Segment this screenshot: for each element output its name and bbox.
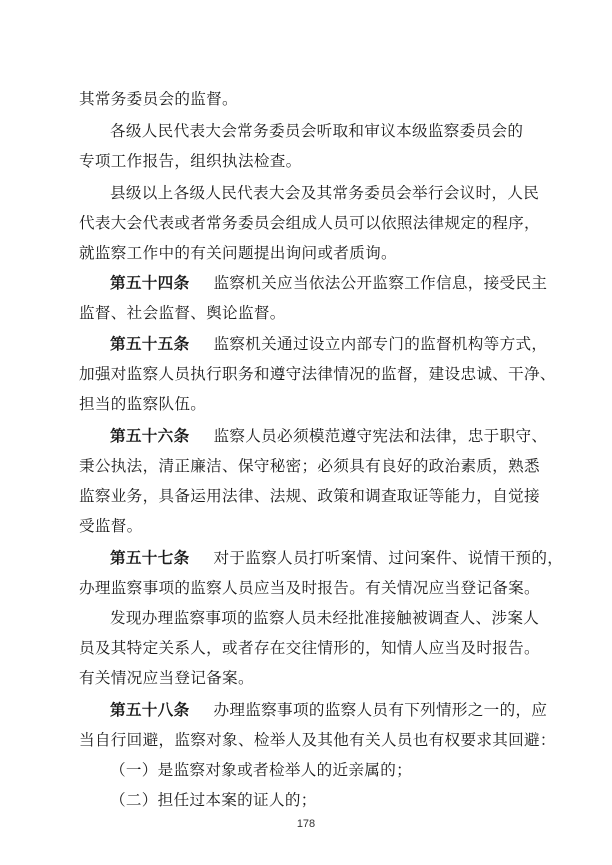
text-line: 办理监察事项的监察人员应当及时报告。有关情况应当登记备案。 [79, 579, 540, 597]
text-line: 监察机关应当依法公开监察工作信息，接受民主 [213, 274, 548, 292]
text-line: 各级人民代表大会常务委员会听取和审议本级监察委员会的 [110, 122, 524, 140]
text-line: 员及其特定关系人，或者存在交往情形的，知情人应当及时报告。 [79, 639, 540, 657]
list-item: （一）是监察对象或者检举人的近亲属的； [110, 761, 412, 779]
text-line: 其常务委员会的监督。 [79, 90, 238, 108]
article-paragraph [110, 334, 547, 354]
text-line: 发现办理监察事项的监察人员未经批准接触被调查人、涉案人 [110, 609, 540, 627]
article-paragraph [110, 548, 563, 568]
text-line: 专项工作报告，组织执法检查。 [79, 152, 302, 170]
text-line: 县级以上各级人民代表大会及其常务委员会举行会议时，人民 [110, 184, 540, 202]
text-line: 受监督。 [79, 517, 143, 535]
text-line: 监察人员必须模范遵守宪法和法律，忠于职守、 [213, 427, 548, 445]
text-line: 秉公执法，清正廉洁、保守秘密；必须具有良好的政治素质，熟悉 [79, 457, 540, 475]
article-paragraph [110, 426, 547, 446]
text-line: 当自行回避，监察对象、检举人及其他有关人员也有权要求其回避： [79, 731, 556, 749]
article-heading: 第五十四条 [110, 273, 190, 292]
text-line: 有关情况应当登记备案。 [79, 669, 254, 687]
text-line: 监督、社会监督、舆论监督。 [79, 304, 286, 322]
text-line: 担当的监察队伍。 [79, 395, 207, 413]
text-line: 监察机关通过设立内部专门的监督机构等方式， [213, 335, 548, 353]
text-line: 办理监察事项的监察人员有下列情形之一的，应 [213, 701, 548, 719]
text-line: 监察业务，具备运用法律、法规、政策和调查取证等能力，自觉接 [79, 487, 540, 505]
page-number: 178 [296, 818, 316, 830]
text-line: 加强对监察人员执行职务和遵守法律情况的监督，建设忠诚、干净、 [79, 365, 556, 383]
text-line: 就监察工作中的有关问题提出询问或者质询。 [79, 244, 397, 262]
text-line: 代表大会代表或者常务委员会组成人员可以依照法律规定的程序， [79, 214, 540, 232]
article-paragraph [110, 700, 547, 720]
article-heading: 第五十五条 [110, 334, 190, 353]
article-heading: 第五十六条 [110, 426, 190, 445]
text-line: 对于监察人员打听案情、过问案件、说情干预的， [213, 549, 564, 567]
article-paragraph [110, 273, 547, 293]
article-heading: 第五十七条 [110, 548, 190, 567]
list-item: （二）担任过本案的证人的； [110, 791, 317, 809]
article-heading: 第五十八条 [110, 700, 190, 719]
